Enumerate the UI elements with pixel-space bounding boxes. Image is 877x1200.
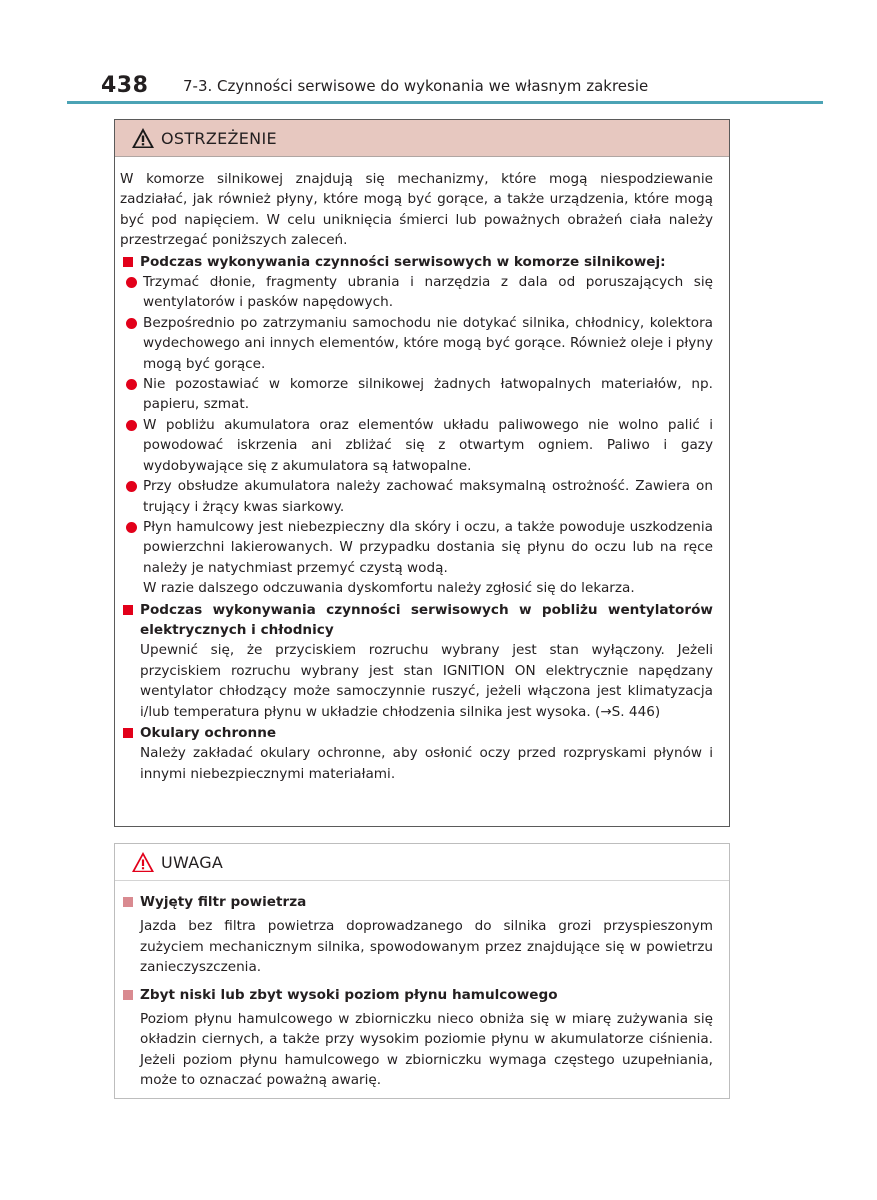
warning-intro: W komorze silnikowej znajdują się mechanizmy, które mogą niespodziewanie zadziałać, jak również płyny, które mogą być gorące, a także urządzenia, które mogą być pod napięciem. W celu uniknięcia śmierci lub poważnych obrażeń ciała należy przestrzegać poniższych zaleceń. xyxy=(120,171,713,249)
list-item: Płyn hamulcowy jest niebezpieczny dla skóry i oczu, a także powoduje uszkodzenia powierzchni lakierowanych. W przypadku dostania się płynu do oczu lub na ręce należy je natychmiast przemyć czystą wodą. xyxy=(120,517,713,578)
notice-section xyxy=(120,985,713,1097)
page-number: 438 xyxy=(101,73,149,98)
notice-content xyxy=(115,881,729,1097)
notice-title: UWAGA xyxy=(161,852,224,872)
bullet-dot xyxy=(126,277,137,288)
section-title: Zbyt niski lub zbyt wysoki poziom płynu hamulcowego xyxy=(140,986,558,1003)
list-item: Nie pozostawiać w komorze silnikowej żadnych łatwopalnych materiałów, np. papieru, szmat. xyxy=(120,374,713,415)
bullet-dot xyxy=(126,420,137,431)
warning-triangle-icon xyxy=(131,127,155,149)
warning-header xyxy=(115,120,729,157)
warning-title: OSTRZEŻENIE xyxy=(161,128,277,148)
bullet-extra-note: W razie dalszego odczuwania dyskomfortu należy zgłosić się do lekarza. xyxy=(143,580,635,597)
section-text: Należy zakładać okulary ochronne, aby osłonić oczy przed rozpryskami płynów i innymi niebezpiecznymi materiałami. xyxy=(140,745,713,782)
list-item: Bezpośrednio po zatrzymaniu samochodu nie dotykać silnika, chłodnicy, kolektora wydechowego ani innych elementów, które mogą być gorące. Również oleje i płyny mogą być gorące. xyxy=(120,313,713,374)
list-item: Przy obsłudze akumulatora należy zachować maksymalną ostrożność. Zawiera on trujący i żrący kwas siarkowy. xyxy=(120,476,713,517)
header-rule xyxy=(67,101,823,104)
section-title: Podczas wykonywania czynności serwisowych w komorze silnikowej: xyxy=(140,253,666,270)
section-marker xyxy=(123,897,133,907)
warning-content xyxy=(115,157,729,784)
warning-section xyxy=(120,600,713,722)
notice-header xyxy=(115,844,729,881)
bullet-dot xyxy=(126,522,137,533)
warning-section xyxy=(120,723,713,784)
page-header xyxy=(0,0,877,110)
bullet-dot xyxy=(126,379,137,390)
bullet-dot xyxy=(126,318,137,329)
section-marker xyxy=(123,728,133,738)
list-item: Trzymać dłonie, fragmenty ubrania i narzędzia z dala od poruszających się wentylatorów i pasków napędowych. xyxy=(120,272,713,313)
bullet-dot xyxy=(126,481,137,492)
chapter-title: 7-3. Czynności serwisowe do wykonania we własnym zakresie xyxy=(183,77,649,95)
notice-box xyxy=(114,843,730,1099)
section-marker xyxy=(123,990,133,1000)
section-marker xyxy=(123,257,133,267)
section-text: Jazda bez filtra powietrza doprowadzanego do silnika grozi przyspieszonym zużyciem mechanicznym silnika, spowodowanym przez znajdujące się w powietrzu zanieczyszczenia. xyxy=(140,918,713,976)
section-marker xyxy=(123,605,133,615)
section-title: Okulary ochronne xyxy=(140,724,277,741)
notice-section xyxy=(120,892,713,984)
section-text: Upewnić się, że przyciskiem rozruchu wybrany jest stan wyłączony. Jeżeli przyciskiem rozruchu wybrany jest stan IGNITION ON elektrycznie napędzany wentylator chłodzący może samoczynnie ruszyć, jeżeli włączona jest klimatyzacja i/lub temperatura płynu w układzie chłodzenia silnika jest wysoka. (→S. 446) xyxy=(140,642,713,720)
list-item: W pobliżu akumulatora oraz elementów układu paliwowego nie wolno palić i powodować iskrzenia ani zbliżać się z otwartym ogniem. Paliwo i gazy wydobywające się z akumulatora są łatwopalne. xyxy=(120,415,713,476)
warning-section xyxy=(120,252,713,272)
warning-bullet-list xyxy=(120,272,713,578)
caution-triangle-icon xyxy=(131,851,155,873)
section-title: Podczas wykonywania czynności serwisowych w pobliżu wentylatorów elektrycznych i chłodnicy xyxy=(140,601,713,638)
section-title: Wyjęty filtr powietrza xyxy=(140,894,307,910)
warning-box xyxy=(114,119,730,827)
section-text: Poziom płynu hamulcowego w zbiorniczku nieco obniża się w miarę zużywania się okładzin ciernych, a także przy wysokim poziomie płynu w akumulatorze ciśnienia. Jeżeli poziom płynu hamulcowego w zbiorniczku wymaga częstego uzupełniania, może to oznaczać poważną awarię. xyxy=(140,1011,713,1089)
